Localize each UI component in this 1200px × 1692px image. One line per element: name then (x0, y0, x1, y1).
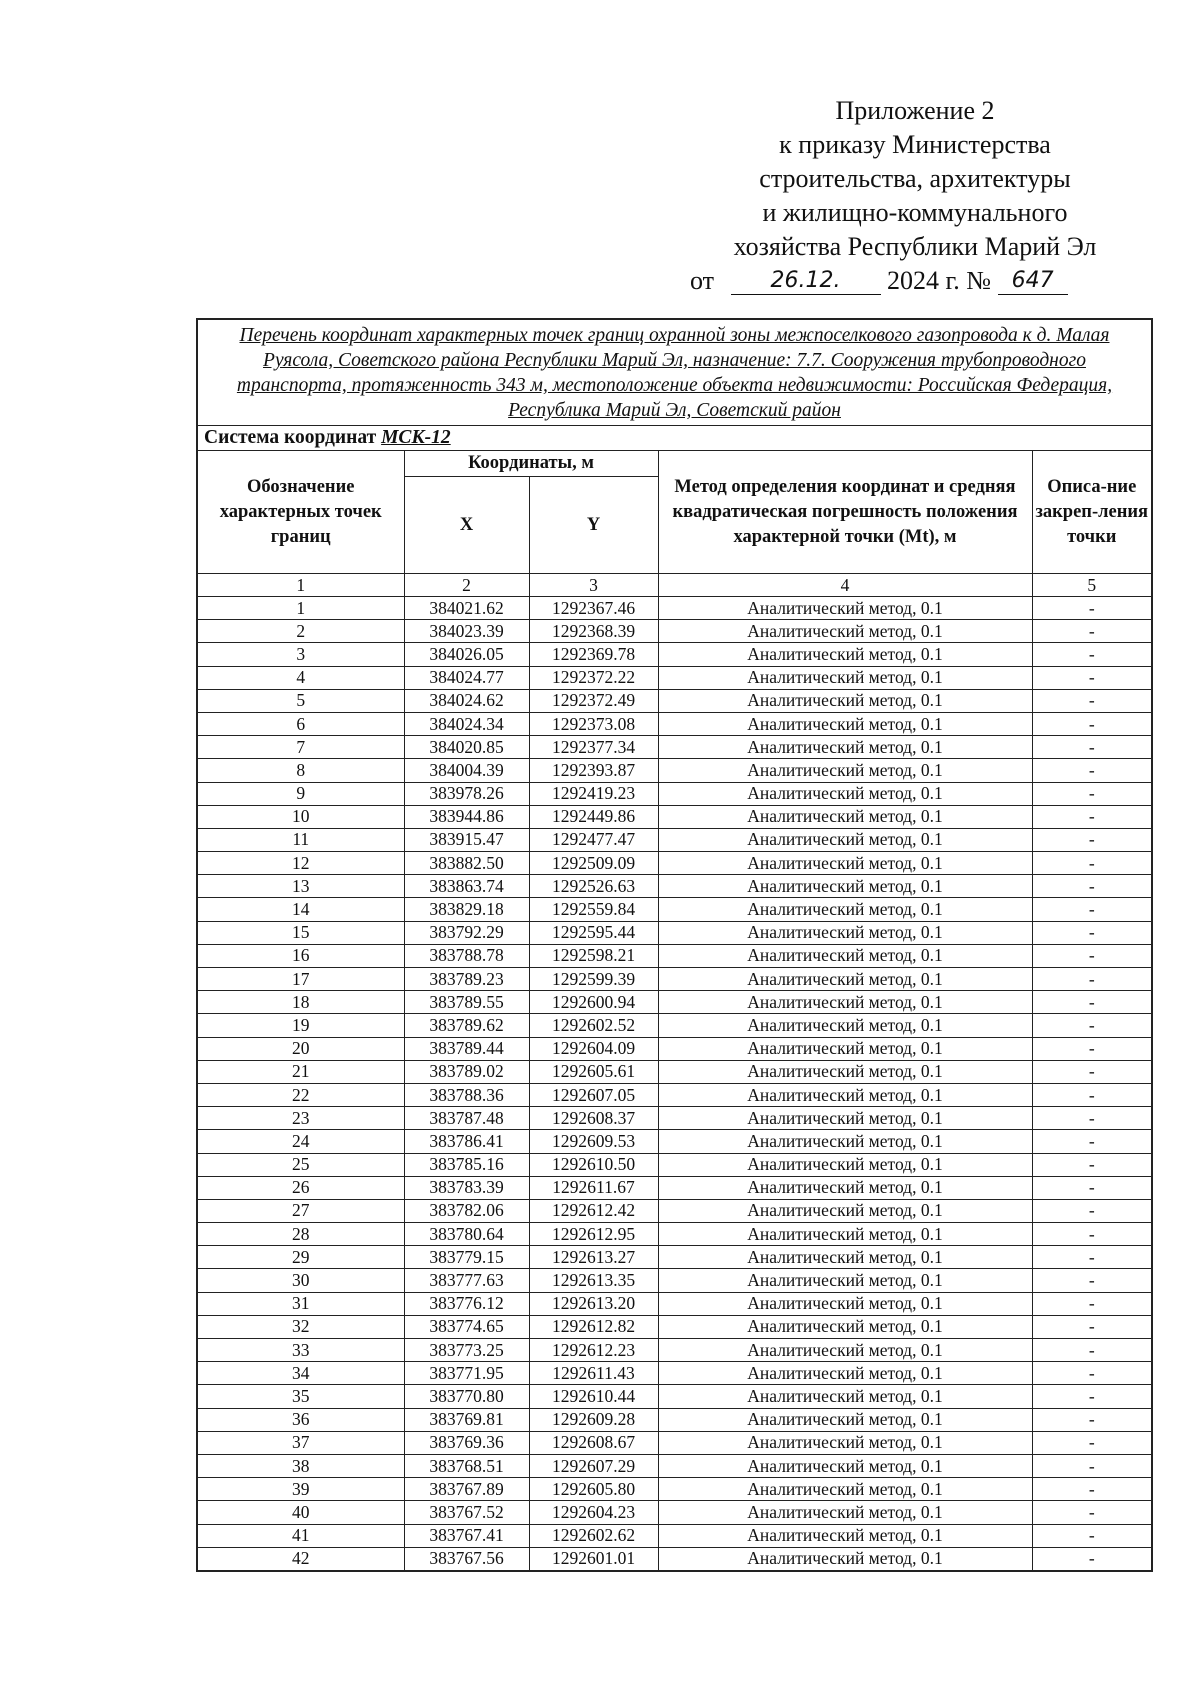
year-text: 2024 г. № (887, 266, 992, 295)
description-cell: - (1032, 1454, 1152, 1477)
table-row (197, 1176, 1152, 1199)
table-row (197, 1547, 1152, 1571)
description-cell: - (1032, 759, 1152, 782)
method-cell: Аналитический метод, 0.1 (658, 898, 1032, 921)
y-coordinate-cell: 1292595.44 (529, 921, 658, 944)
point-number-cell: 13 (197, 875, 404, 898)
table-row (197, 759, 1152, 782)
method-cell: Аналитический метод, 0.1 (658, 805, 1032, 828)
y-coordinate-cell: 1292610.50 (529, 1153, 658, 1176)
table-row (197, 1385, 1152, 1408)
method-cell: Аналитический метод, 0.1 (658, 1269, 1032, 1292)
method-cell: Аналитический метод, 0.1 (658, 620, 1032, 643)
y-coordinate-cell: 1292611.43 (529, 1362, 658, 1385)
y-coordinate-cell: 1292608.67 (529, 1431, 658, 1454)
y-coordinate-cell: 1292609.53 (529, 1130, 658, 1153)
y-coordinate-cell: 1292602.62 (529, 1524, 658, 1547)
description-cell: - (1032, 1408, 1152, 1431)
y-coordinate-cell: 1292605.61 (529, 1060, 658, 1083)
point-number-cell: 3 (197, 643, 404, 666)
x-coordinate-cell: 383978.26 (404, 782, 529, 805)
table-row (197, 1431, 1152, 1454)
column-number: 5 (1032, 574, 1152, 597)
x-coordinate-cell: 383788.78 (404, 944, 529, 967)
handwritten-date: 26.12. (731, 264, 881, 295)
description-cell: - (1032, 852, 1152, 875)
point-number-cell: 37 (197, 1431, 404, 1454)
method-cell: Аналитический метод, 0.1 (658, 1292, 1032, 1315)
table-row (197, 782, 1152, 805)
point-number-cell: 28 (197, 1223, 404, 1246)
x-coordinate-cell: 384021.62 (404, 597, 529, 620)
table-row (197, 736, 1152, 759)
y-coordinate-cell: 1292612.95 (529, 1223, 658, 1246)
x-coordinate-cell: 384024.77 (404, 666, 529, 689)
point-number-cell: 19 (197, 1014, 404, 1037)
header-dateline (690, 264, 1140, 298)
y-coordinate-cell: 1292599.39 (529, 968, 658, 991)
method-cell: Аналитический метод, 0.1 (658, 1408, 1032, 1431)
x-coordinate-cell: 383780.64 (404, 1223, 529, 1246)
point-number-cell: 9 (197, 782, 404, 805)
point-number-cell: 29 (197, 1246, 404, 1269)
coordinate-system-label: Система координат (204, 427, 377, 448)
header-x: X (404, 477, 529, 574)
point-number-cell: 10 (197, 805, 404, 828)
table-row (197, 1339, 1152, 1362)
header-description: Описа-ние закреп-ления точки (1032, 451, 1152, 574)
y-coordinate-cell: 1292393.87 (529, 759, 658, 782)
method-cell: Аналитический метод, 0.1 (658, 828, 1032, 851)
description-cell: - (1032, 1176, 1152, 1199)
point-number-cell: 36 (197, 1408, 404, 1431)
description-cell: - (1032, 689, 1152, 712)
x-coordinate-cell: 383863.74 (404, 875, 529, 898)
x-coordinate-cell: 384023.39 (404, 620, 529, 643)
header-point-designation: Обозначение характерных точек границ (197, 451, 404, 574)
table-row (197, 666, 1152, 689)
table-caption: Перечень координат характерных точек границ охранной зоны межпоселкового газопровода к д. Малая Руясола, Советского района Республики Марий Эл, назначение: 7.7. Сооружения трубопроводного транспорта, протяженность 343 м, местоположение объекта недвижимости: Российская Федерация, Республика Марий Эл, Советский район (197, 319, 1152, 426)
description-cell: - (1032, 643, 1152, 666)
x-coordinate-cell: 383792.29 (404, 921, 529, 944)
method-cell: Аналитический метод, 0.1 (658, 921, 1032, 944)
handwritten-order-number: 647 (998, 264, 1068, 295)
point-number-cell: 31 (197, 1292, 404, 1315)
method-cell: Аналитический метод, 0.1 (658, 597, 1032, 620)
point-number-cell: 16 (197, 944, 404, 967)
description-cell: - (1032, 1269, 1152, 1292)
x-coordinate-cell: 384024.62 (404, 689, 529, 712)
point-number-cell: 30 (197, 1269, 404, 1292)
method-cell: Аналитический метод, 0.1 (658, 1083, 1032, 1106)
table-row (197, 1454, 1152, 1477)
method-cell: Аналитический метод, 0.1 (658, 1176, 1032, 1199)
x-coordinate-cell: 383789.02 (404, 1060, 529, 1083)
table-row (197, 1269, 1152, 1292)
column-number: 4 (658, 574, 1032, 597)
description-cell: - (1032, 1501, 1152, 1524)
point-number-cell: 1 (197, 597, 404, 620)
method-cell: Аналитический метод, 0.1 (658, 1014, 1032, 1037)
column-number: 1 (197, 574, 404, 597)
point-number-cell: 20 (197, 1037, 404, 1060)
x-coordinate-cell: 383773.25 (404, 1339, 529, 1362)
method-cell: Аналитический метод, 0.1 (658, 944, 1032, 967)
x-coordinate-cell: 384020.85 (404, 736, 529, 759)
method-cell: Аналитический метод, 0.1 (658, 689, 1032, 712)
point-number-cell: 40 (197, 1501, 404, 1524)
x-coordinate-cell: 384004.39 (404, 759, 529, 782)
x-coordinate-cell: 383767.52 (404, 1501, 529, 1524)
point-number-cell: 6 (197, 712, 404, 735)
description-cell: - (1032, 712, 1152, 735)
method-cell: Аналитический метод, 0.1 (658, 736, 1032, 759)
y-coordinate-cell: 1292613.27 (529, 1246, 658, 1269)
method-cell: Аналитический метод, 0.1 (658, 1246, 1032, 1269)
description-cell: - (1032, 805, 1152, 828)
y-coordinate-cell: 1292373.08 (529, 712, 658, 735)
method-cell: Аналитический метод, 0.1 (658, 1037, 1032, 1060)
y-coordinate-cell: 1292598.21 (529, 944, 658, 967)
y-coordinate-cell: 1292607.05 (529, 1083, 658, 1106)
x-coordinate-cell: 383882.50 (404, 852, 529, 875)
method-cell: Аналитический метод, 0.1 (658, 1454, 1032, 1477)
method-cell: Аналитический метод, 0.1 (658, 1501, 1032, 1524)
description-cell: - (1032, 1153, 1152, 1176)
point-number-cell: 11 (197, 828, 404, 851)
method-cell: Аналитический метод, 0.1 (658, 1339, 1032, 1362)
y-coordinate-cell: 1292369.78 (529, 643, 658, 666)
description-cell: - (1032, 1037, 1152, 1060)
table-row (197, 689, 1152, 712)
table-row (197, 852, 1152, 875)
y-coordinate-cell: 1292607.29 (529, 1454, 658, 1477)
x-coordinate-cell: 383769.81 (404, 1408, 529, 1431)
header-y: Y (529, 477, 658, 574)
table-row (197, 1478, 1152, 1501)
x-coordinate-cell: 383788.36 (404, 1083, 529, 1106)
x-coordinate-cell: 383789.55 (404, 991, 529, 1014)
header-line-appendix: Приложение 2 (835, 96, 995, 125)
description-cell: - (1032, 828, 1152, 851)
point-number-cell: 12 (197, 852, 404, 875)
table-row (197, 1524, 1152, 1547)
point-number-cell: 38 (197, 1454, 404, 1477)
method-cell: Аналитический метод, 0.1 (658, 1362, 1032, 1385)
point-number-cell: 5 (197, 689, 404, 712)
date-prefix: от (690, 266, 715, 295)
coordinates-table (196, 318, 1153, 1572)
table-row (197, 1014, 1152, 1037)
y-coordinate-cell: 1292477.47 (529, 828, 658, 851)
point-number-cell: 39 (197, 1478, 404, 1501)
point-number-cell: 14 (197, 898, 404, 921)
y-coordinate-cell: 1292367.46 (529, 597, 658, 620)
y-coordinate-cell: 1292612.42 (529, 1199, 658, 1222)
y-coordinate-cell: 1292605.80 (529, 1478, 658, 1501)
point-number-cell: 41 (197, 1524, 404, 1547)
y-coordinate-cell: 1292613.20 (529, 1292, 658, 1315)
y-coordinate-cell: 1292377.34 (529, 736, 658, 759)
description-cell: - (1032, 666, 1152, 689)
x-coordinate-cell: 383789.23 (404, 968, 529, 991)
table-row (197, 944, 1152, 967)
description-cell: - (1032, 968, 1152, 991)
method-cell: Аналитический метод, 0.1 (658, 1385, 1032, 1408)
table-row (197, 991, 1152, 1014)
table-row (197, 1153, 1152, 1176)
table-row (197, 643, 1152, 666)
y-coordinate-cell: 1292509.09 (529, 852, 658, 875)
method-cell: Аналитический метод, 0.1 (658, 666, 1032, 689)
x-coordinate-cell: 383785.16 (404, 1153, 529, 1176)
table-row (197, 1246, 1152, 1269)
description-cell: - (1032, 597, 1152, 620)
method-cell: Аналитический метод, 0.1 (658, 1547, 1032, 1571)
description-cell: - (1032, 736, 1152, 759)
x-coordinate-cell: 383783.39 (404, 1176, 529, 1199)
y-coordinate-cell: 1292526.63 (529, 875, 658, 898)
y-coordinate-cell: 1292602.52 (529, 1014, 658, 1037)
y-coordinate-cell: 1292368.39 (529, 620, 658, 643)
coordinate-system-value: МСК-12 (381, 427, 451, 448)
point-number-cell: 17 (197, 968, 404, 991)
x-coordinate-cell: 383771.95 (404, 1362, 529, 1385)
table-row (197, 968, 1152, 991)
y-coordinate-cell: 1292604.23 (529, 1501, 658, 1524)
header-line-housing: и жилищно-коммунального (762, 198, 1068, 227)
description-cell: - (1032, 1246, 1152, 1269)
description-cell: - (1032, 1083, 1152, 1106)
method-cell: Аналитический метод, 0.1 (658, 852, 1032, 875)
description-cell: - (1032, 944, 1152, 967)
y-coordinate-cell: 1292608.37 (529, 1107, 658, 1130)
header-method: Метод определения координат и средняя квадратическая погрешность положения характерной точки (Mt), м (658, 451, 1032, 574)
description-cell: - (1032, 921, 1152, 944)
description-cell: - (1032, 782, 1152, 805)
x-coordinate-cell: 383767.89 (404, 1478, 529, 1501)
table-row (197, 921, 1152, 944)
x-coordinate-cell: 383767.41 (404, 1524, 529, 1547)
y-coordinate-cell: 1292601.01 (529, 1547, 658, 1571)
method-cell: Аналитический метод, 0.1 (658, 1431, 1032, 1454)
x-coordinate-cell: 383786.41 (404, 1130, 529, 1153)
point-number-cell: 23 (197, 1107, 404, 1130)
x-coordinate-cell: 383789.44 (404, 1037, 529, 1060)
x-coordinate-cell: 384024.34 (404, 712, 529, 735)
description-cell: - (1032, 898, 1152, 921)
column-number: 2 (404, 574, 529, 597)
x-coordinate-cell: 383770.80 (404, 1385, 529, 1408)
x-coordinate-cell: 383829.18 (404, 898, 529, 921)
point-number-cell: 18 (197, 991, 404, 1014)
coordinate-system-row (197, 426, 1152, 451)
description-cell: - (1032, 1130, 1152, 1153)
method-cell: Аналитический метод, 0.1 (658, 1153, 1032, 1176)
method-cell: Аналитический метод, 0.1 (658, 1524, 1032, 1547)
x-coordinate-cell: 383915.47 (404, 828, 529, 851)
description-cell: - (1032, 1292, 1152, 1315)
table-row (197, 875, 1152, 898)
point-number-cell: 27 (197, 1199, 404, 1222)
y-coordinate-cell: 1292613.35 (529, 1269, 658, 1292)
table-row (197, 597, 1152, 620)
table-row (197, 1362, 1152, 1385)
description-cell: - (1032, 1107, 1152, 1130)
description-cell: - (1032, 991, 1152, 1014)
method-cell: Аналитический метод, 0.1 (658, 712, 1032, 735)
description-cell: - (1032, 875, 1152, 898)
table-row (197, 1037, 1152, 1060)
description-cell: - (1032, 1385, 1152, 1408)
method-cell: Аналитический метод, 0.1 (658, 1130, 1032, 1153)
x-coordinate-cell: 383769.36 (404, 1431, 529, 1454)
table-row (197, 712, 1152, 735)
point-number-cell: 32 (197, 1315, 404, 1338)
y-coordinate-cell: 1292419.23 (529, 782, 658, 805)
method-cell: Аналитический метод, 0.1 (658, 1478, 1032, 1501)
point-number-cell: 4 (197, 666, 404, 689)
x-coordinate-cell: 383768.51 (404, 1454, 529, 1477)
point-number-cell: 42 (197, 1547, 404, 1571)
description-cell: - (1032, 1431, 1152, 1454)
table-row (197, 620, 1152, 643)
point-number-cell: 25 (197, 1153, 404, 1176)
x-coordinate-cell: 383789.62 (404, 1014, 529, 1037)
y-coordinate-cell: 1292559.84 (529, 898, 658, 921)
x-coordinate-cell: 383777.63 (404, 1269, 529, 1292)
point-number-cell: 35 (197, 1385, 404, 1408)
x-coordinate-cell: 383776.12 (404, 1292, 529, 1315)
column-number-row (197, 574, 1152, 597)
table-row (197, 1060, 1152, 1083)
point-number-cell: 15 (197, 921, 404, 944)
description-cell: - (1032, 1060, 1152, 1083)
method-cell: Аналитический метод, 0.1 (658, 1315, 1032, 1338)
table-row (197, 805, 1152, 828)
x-coordinate-cell: 384026.05 (404, 643, 529, 666)
table-row (197, 1199, 1152, 1222)
method-cell: Аналитический метод, 0.1 (658, 1107, 1032, 1130)
point-number-cell: 7 (197, 736, 404, 759)
method-cell: Аналитический метод, 0.1 (658, 875, 1032, 898)
x-coordinate-cell: 383944.86 (404, 805, 529, 828)
table-row (197, 1083, 1152, 1106)
header-line-republic: хозяйства Республики Марий Эл (733, 232, 1097, 261)
method-cell: Аналитический метод, 0.1 (658, 1060, 1032, 1083)
table-row (197, 1501, 1152, 1524)
description-cell: - (1032, 1339, 1152, 1362)
y-coordinate-cell: 1292610.44 (529, 1385, 658, 1408)
header-line-ministry: строительства, архитектуры (759, 164, 1071, 193)
column-number: 3 (529, 574, 658, 597)
point-number-cell: 21 (197, 1060, 404, 1083)
table-row (197, 1315, 1152, 1338)
description-cell: - (1032, 1362, 1152, 1385)
y-coordinate-cell: 1292612.23 (529, 1339, 658, 1362)
x-coordinate-cell: 383787.48 (404, 1107, 529, 1130)
point-number-cell: 22 (197, 1083, 404, 1106)
header-line-order: к приказу Министерства (779, 130, 1051, 159)
point-number-cell: 24 (197, 1130, 404, 1153)
x-coordinate-cell: 383782.06 (404, 1199, 529, 1222)
table-row (197, 1130, 1152, 1153)
point-number-cell: 2 (197, 620, 404, 643)
table-row (197, 1408, 1152, 1431)
table-row (197, 1107, 1152, 1130)
document-header (690, 94, 1140, 298)
method-cell: Аналитический метод, 0.1 (658, 759, 1032, 782)
description-cell: - (1032, 1547, 1152, 1571)
table-row (197, 898, 1152, 921)
description-cell: - (1032, 1014, 1152, 1037)
x-coordinate-cell: 383779.15 (404, 1246, 529, 1269)
y-coordinate-cell: 1292611.67 (529, 1176, 658, 1199)
y-coordinate-cell: 1292609.28 (529, 1408, 658, 1431)
x-coordinate-cell: 383774.65 (404, 1315, 529, 1338)
description-cell: - (1032, 1223, 1152, 1246)
y-coordinate-cell: 1292449.86 (529, 805, 658, 828)
method-cell: Аналитический метод, 0.1 (658, 643, 1032, 666)
table-row (197, 828, 1152, 851)
header-coordinates: Координаты, м (404, 451, 658, 477)
y-coordinate-cell: 1292600.94 (529, 991, 658, 1014)
table-row (197, 1292, 1152, 1315)
description-cell: - (1032, 1199, 1152, 1222)
y-coordinate-cell: 1292612.82 (529, 1315, 658, 1338)
method-cell: Аналитический метод, 0.1 (658, 782, 1032, 805)
method-cell: Аналитический метод, 0.1 (658, 1223, 1032, 1246)
description-cell: - (1032, 1315, 1152, 1338)
method-cell: Аналитический метод, 0.1 (658, 1199, 1032, 1222)
y-coordinate-cell: 1292604.09 (529, 1037, 658, 1060)
point-number-cell: 33 (197, 1339, 404, 1362)
y-coordinate-cell: 1292372.49 (529, 689, 658, 712)
x-coordinate-cell: 383767.56 (404, 1547, 529, 1571)
point-number-cell: 34 (197, 1362, 404, 1385)
point-number-cell: 8 (197, 759, 404, 782)
description-cell: - (1032, 1478, 1152, 1501)
method-cell: Аналитический метод, 0.1 (658, 991, 1032, 1014)
description-cell: - (1032, 620, 1152, 643)
y-coordinate-cell: 1292372.22 (529, 666, 658, 689)
point-number-cell: 26 (197, 1176, 404, 1199)
method-cell: Аналитический метод, 0.1 (658, 968, 1032, 991)
description-cell: - (1032, 1524, 1152, 1547)
table-row (197, 1223, 1152, 1246)
